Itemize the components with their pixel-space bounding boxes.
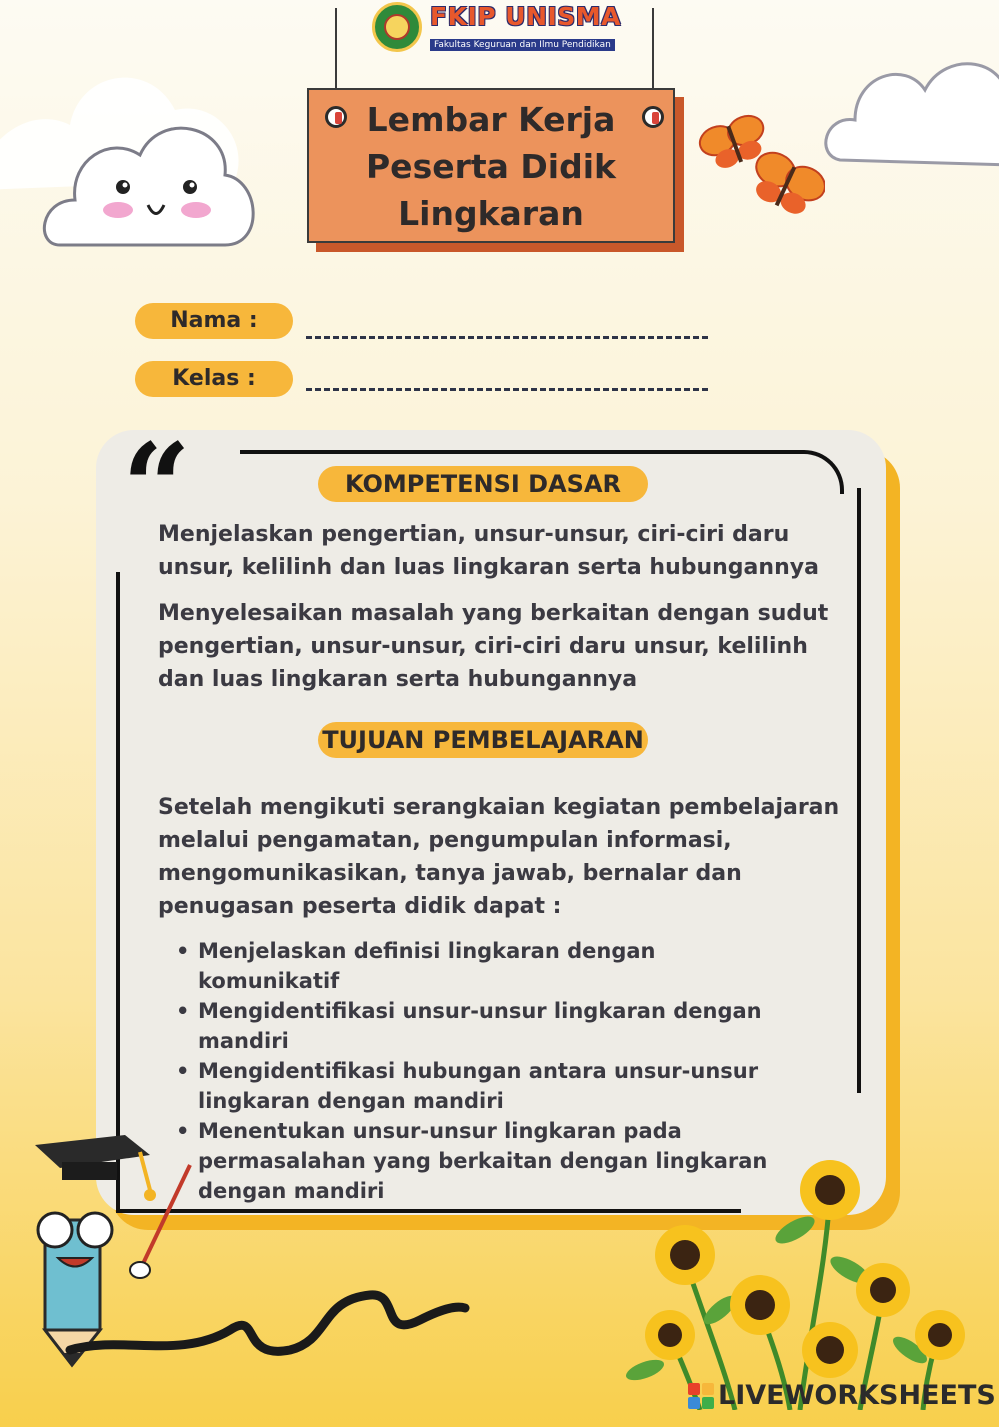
logo-name: FKIP UNISMA bbox=[430, 2, 622, 31]
card-frame-right bbox=[857, 488, 861, 1093]
tujuan-heading: TUJUAN PEMBELAJARAN bbox=[318, 722, 648, 758]
name-input-line[interactable] bbox=[306, 336, 708, 339]
goal-item-4: • Menentukan unsur-unsur lingkaran pada permasalahan yang berkaitan dengan lingkaran dengan mandiri bbox=[198, 1116, 790, 1206]
logo-subtitle: Fakultas Keguruan dan Ilmu Pendidikan bbox=[430, 39, 615, 51]
kompetensi-item-1: Menjelaskan pengertian, unsur-unsur, ciri-ciri daru unsur, kelilinh dan luas lingkaran serta hubungannya bbox=[158, 522, 819, 580]
university-emblem-icon bbox=[372, 2, 422, 52]
class-input-line[interactable] bbox=[306, 388, 708, 391]
title-line-2: Peserta Didik bbox=[366, 147, 616, 186]
liveworksheets-logo-icon bbox=[688, 1383, 714, 1409]
liveworksheets-brand bbox=[688, 1380, 996, 1411]
goal-item-2: • Mengidentifikasi unsur-unsur lingkaran dengan mandiri bbox=[198, 996, 790, 1056]
kompetensi-item-2: Menyelesaikan masalah yang berkaitan dengan sudut pengertian, unsur-unsur, ciri-ciri daru unsur, kelilinh dan luas lingkaran serta hubungannya bbox=[158, 601, 829, 692]
goal-item-1: • Menjelaskan definisi lingkaran dengan komunikatif bbox=[198, 936, 790, 996]
quote-mark-icon: “ bbox=[122, 417, 192, 558]
smiling-cloud-illustration bbox=[0, 40, 270, 260]
pin-left-icon bbox=[325, 106, 347, 128]
goal-item-3: • Mengidentifikasi hubungan antara unsur-unsur lingkaran dengan mandiri bbox=[198, 1056, 790, 1116]
pin-right-icon bbox=[642, 106, 664, 128]
title-line-1: Lembar Kerja bbox=[366, 100, 616, 139]
tujuan-intro: Setelah mengikuti serangkaian kegiatan pembelajaran melalui pengamatan, pengumpulan informasi, mengomunikasikan, tanya jawab, bernalar dan penugasan peserta didik dapat : bbox=[158, 795, 840, 919]
scribble-decoration bbox=[60, 1280, 480, 1380]
title-line-3: Lingkaran bbox=[398, 194, 584, 233]
fkip-unisma-logo bbox=[372, 2, 621, 52]
title-board bbox=[307, 88, 675, 243]
cloud-right-illustration bbox=[820, 30, 999, 180]
brand-name: LIVEWORKSHEETS bbox=[718, 1380, 996, 1411]
butterflies-illustration bbox=[695, 110, 825, 230]
class-label: Kelas : bbox=[135, 361, 293, 397]
name-label: Nama : bbox=[135, 303, 293, 339]
kompetensi-heading: KOMPETENSI DASAR bbox=[318, 466, 648, 502]
sunflowers-illustration bbox=[625, 1110, 999, 1410]
